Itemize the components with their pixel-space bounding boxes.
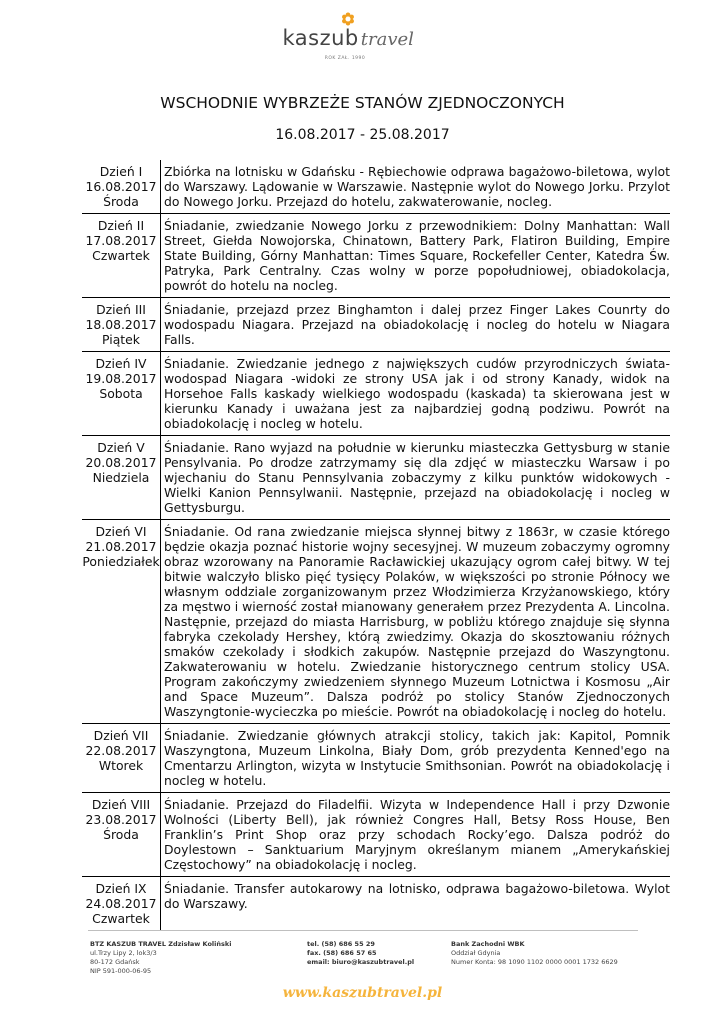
day-day: Dzień I [99, 164, 143, 179]
company-logo [0, 12, 725, 71]
day-description: Śniadanie, zwiedzanie Nowego Jorku z przewodnikiem: Dolny Manhattan: Wall Street, Giełda Nowojorska, Chinatown, Battery Park, Flatiron Building, Empire State Building, Górny Manhattan: Times Square, Rockefeller Center, Katedra Św. Patryka, Park Centralny. Czas wolny w porze popołudniowej, obiadokolacja, powrót do hotelu na nocleg. [164, 218, 670, 293]
footer-contact [307, 940, 447, 967]
itinerary-row [82, 793, 670, 877]
day-cell [82, 160, 161, 214]
day-day: Dzień IV [95, 356, 147, 371]
day-weekday: Środa [103, 194, 139, 209]
day-description-cell [161, 436, 671, 520]
day-date: 18.08.2017 [85, 317, 157, 332]
itinerary-row [82, 877, 670, 931]
footer-bank-name: Bank Zachodni WBK [451, 940, 525, 948]
day-description-cell [161, 160, 671, 214]
day-cell [82, 877, 161, 931]
footer-bank [451, 940, 641, 967]
day-description: Śniadanie. Przejazd do Filadelfii. Wizyta w Independence Hall i przy Dzwonie Wolności (Liberty Bell), jak również Congres Hall, Betsy Ross House, Ben Franklin’s Print Shop oraz przy schodach Rocky’ego. Dalsza podróż do Doylestown – Sanktuarium Maryjnym określanym mianem „Amerykańskiej Częstochowy” na obiadokolację i nocleg. [164, 797, 670, 872]
day-description-cell [161, 520, 671, 724]
day-description: Śniadanie. Zwiedzanie głównych atrakcji stolicy, takich jak: Kapitol, Pomnik Waszyngtona, Muzeum Linkolna, Biały Dom, grób prezydenta Kenned'ego na Cmentarzu Arlington, wizyta w Instytucie Smithsonian. Powrót na obiadokolację i nocleg w hotelu. [164, 728, 670, 788]
day-date: 22.08.2017 [85, 743, 157, 758]
day-description: Zbiórka na lotnisku w Gdańsku - Rębiechowie odprawa bagażowo-biletowa, wylot do Warszawy. Lądowanie w Warszawie. Następnie wylot do Nowego Jorku. Przylot do Nowego Jorku. Przejazd do hotelu, zakwaterowanie, nocleg. [164, 164, 670, 209]
day-date: 17.08.2017 [85, 233, 157, 248]
footer-company [90, 940, 270, 976]
day-cell [82, 214, 161, 298]
footer-account: Numer Konta: 98 1090 1102 0000 0001 1732 6629 [451, 958, 618, 966]
footer-branch: Oddział Gdynia [451, 949, 501, 957]
itinerary-row [82, 214, 670, 298]
day-description-cell [161, 352, 671, 436]
footer-tel: tel. (58) 686 55 29 [307, 940, 375, 948]
day-description: Śniadanie. Od rana zwiedzanie miejsca słynnej bitwy z 1863r, w czasie którego będzie okazja poznać historie wojny secesyjnej. W muzeum zobaczymy ogromny obraz wzorowany na Panoramie Racławickiej ukazujący ogrom całej bitwy. W tej bitwie walczyło blisko pięć tysięcy Polaków, w większości po stronie Północy we własnym oddziale zorganizowanym przez Włodzimierza Krzyżanowskiego, który za męstwo i wierność został mianowany generałem przez Prezydenta A. Lincolna. Następnie, przejazd do miasta Harrisburg, w pobliżu którego znajduje się słynna fabryka czekolady Hershey, którą zwiedzimy. Okazja do skosztowaniu różnych smaków czekolady i słodkich zakupów. Następnie przejazd do Waszyngtonu. Zakwaterowaniu w hotelu. Zwiedzanie historycznego centrum stolicy USA. Program zakończymy zwiedzeniem słynnego Muzeum Lotnictwa i Kosmosu „Air and Space Muzeum”. Dalsza podróż po stolicy Stanów Zjednoczonych Waszyngtonie-wycieczka po mieście. Powrót na obiadokolację i nocleg do hotelu. [164, 524, 670, 719]
footer-company-name: BTZ KASZUB TRAVEL Zdzisław Koliński [90, 940, 232, 948]
footer-email[interactable]: email: biuro@kaszubtravel.pl [307, 958, 415, 966]
footer-nip: NIP 591-000-06-95 [90, 967, 152, 975]
day-day: Dzień IX [95, 881, 147, 896]
day-description: Śniadanie. Rano wyjazd na południe w kierunku miasteczka Gettysburg w stanie Pensylvania. Po drodze zatrzymamy się dla zdjęć w miasteczku Warsaw i po wjechaniu do Stanu Pennsylvania zobaczymy z kilku punktów widokowych - Wielki Kanion Pennsylwanii. Następnie, przejazd na obiadokolację i nocleg w Gettysburgu. [164, 440, 670, 515]
day-cell [82, 352, 161, 436]
day-weekday: Środa [103, 827, 139, 842]
day-description: Śniadanie, przejazd przez Binghamton i dalej przez Finger Lakes Counrty do wodospadu Niagara. Przejazd na obiadokolację i nocleg do hotelu w Niagara Falls. [164, 302, 670, 347]
footer-divider [88, 930, 638, 931]
logo-since: ROK ZAŁ. 1990 [324, 56, 366, 61]
itinerary-table [82, 160, 670, 930]
day-day: Dzień III [96, 302, 146, 317]
day-day: Dzień VIII [91, 797, 151, 812]
day-cell [82, 436, 161, 520]
day-date: 24.08.2017 [85, 896, 157, 911]
day-date: 16.08.2017 [85, 179, 157, 194]
day-day: Dzień II [97, 218, 145, 233]
itinerary-row [82, 298, 670, 352]
day-description-cell [161, 298, 671, 352]
footer-fax: fax. (58) 686 57 65 [307, 949, 377, 957]
day-weekday: Sobota [99, 386, 143, 401]
footer-address2: 80-172 Gdańsk [90, 958, 140, 966]
footer-website-link[interactable]: www.kaszubtravel.pl [282, 985, 443, 1001]
day-description: Śniadanie. Transfer autokarowy na lotnisko, odprawa bagażowo-biletowa. Wylot do Warszawy. [164, 881, 670, 911]
itinerary-row [82, 436, 670, 520]
logo-brand-main: kaszub [282, 26, 359, 50]
trip-dates: 16.08.2017 - 25.08.2017 [275, 127, 450, 143]
logo-brand-script: travel [360, 29, 414, 50]
itinerary-row [82, 520, 670, 724]
day-weekday: Czwartek [92, 248, 150, 263]
page-title: WSCHODNIE WYBRZEŻE STANÓW ZJEDNOCZONYCH [160, 94, 565, 112]
day-date: 21.08.2017 [85, 539, 157, 554]
day-cell [82, 520, 161, 724]
day-date: 20.08.2017 [85, 455, 157, 470]
day-cell [82, 793, 161, 877]
day-date: 19.08.2017 [85, 371, 157, 386]
day-day: Dzień VII [93, 728, 149, 743]
day-cell [82, 724, 161, 793]
day-weekday: Niedziela [92, 470, 150, 485]
day-cell [82, 298, 161, 352]
day-weekday: Czwartek [92, 911, 150, 926]
day-day: Dzień V [97, 440, 145, 455]
day-weekday: Poniedziałek [82, 554, 160, 569]
itinerary-row [82, 160, 670, 214]
day-description: Śniadanie. Zwiedzanie jednego z największych cudów przyrodniczych świata- wodospad Niagara -widoki ze strony USA jak i od strony Kanady, widok na Horsehoe Falls kaskady wielkiego wodospadu (kaskada) ta skierowana jest w kierunku Kanady i uważana jest za najbardziej godną podziwu. Powrót na obiadokolację i nocleg w hotelu. [164, 356, 670, 431]
footer-address1: ul.Trzy Lipy 2, lok3/3 [90, 949, 157, 957]
day-day: Dzień VI [95, 524, 147, 539]
day-description-cell [161, 214, 671, 298]
itinerary-row [82, 352, 670, 436]
day-description-cell [161, 793, 671, 877]
day-description-cell [161, 877, 671, 931]
day-weekday: Wtorek [98, 758, 144, 773]
flower-logo-icon [341, 12, 355, 26]
itinerary-row [82, 724, 670, 793]
day-date: 23.08.2017 [85, 812, 157, 827]
day-weekday: Piątek [102, 332, 140, 347]
day-description-cell [161, 724, 671, 793]
